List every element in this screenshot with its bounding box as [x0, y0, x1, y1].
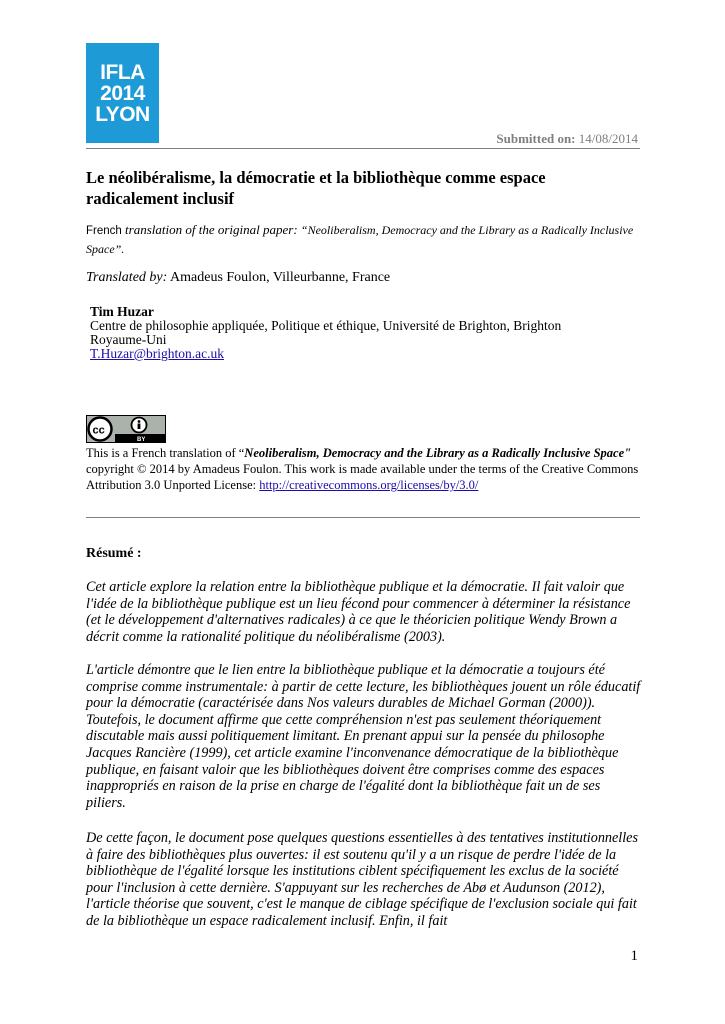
license-middle: copyright © 2014 by Amadeus Foulon. This work is made available under the terms of the Creative Commons Attribution 3.0 Unported License: [86, 462, 639, 492]
license-prefix: This is a French translation of “ [86, 446, 245, 460]
header-divider [86, 148, 640, 149]
license-text [86, 445, 641, 493]
svg-text:BY: BY [137, 437, 146, 442]
translator-label: Translated by: [86, 270, 168, 285]
section-divider [86, 517, 640, 518]
license-title: Neoliberalism, Democracy and the Library as a Radically Inclusive Space" [244, 446, 632, 460]
author-email-link[interactable]: T.Huzar@brighton.ac.uk [90, 346, 225, 361]
ifla-logo [86, 43, 159, 143]
logo-line-3: LYON [95, 102, 150, 126]
abstract-paragraph-1: Cet article explore la relation entre la bibliothèque publique et la démocratie. Il fait valoir que l'idée de la bibliothèque publique est un lieu fécond pour commencer à déterminer la résistance (et le développement d'alternatives radicales) à ce que le théoricien politique Wendy Brown a décrit comme la rationalité politique du néolibéralisme (2003). [86, 579, 631, 645]
license-link[interactable]: http://creativecommons.org/licenses/by/3.0/ [259, 478, 479, 492]
author-affiliation: Centre de philosophie appliquée, Politique et éthique, Université de Brighton, Brighton [90, 318, 562, 333]
translator-line [86, 270, 390, 286]
translator-value: Amadeus Foulon, Villeurbanne, France [170, 270, 391, 285]
submitted-value: 14/08/2014 [578, 131, 638, 146]
submitted-date [496, 131, 638, 147]
submitted-label: Submitted on: [496, 131, 576, 146]
translation-language: French [86, 225, 122, 237]
logo-line-2: 2014 [100, 81, 145, 105]
translation-text: translation of the original paper: [125, 222, 298, 237]
translation-note [86, 221, 640, 258]
original-title: “Neoliberalism, Democracy and the Library as a Radically Inclusive Space”. [86, 223, 634, 256]
paper-title: Le néolibéralisme, la démocratie et la bibliothèque comme espace radicalement inclusif [86, 168, 546, 208]
abstract-paragraph-2: L'article démontre que le lien entre la bibliothèque publique et la démocratie a toujours été comprise comme instrumentale: à partir de cette lecture, les bibliothèques jouent un rôle éducatif pour la démocratie (caractérisée dans Nos valeurs durables de Michael Gorman (2000)). Toutefois, le document affirme que cette compréhension n'est pas seulement théoriquement discutable mais aussi politiquement limitant. En prenant appui sur la pensée du philosophe Jacques Rancière (1999), cet article examine l'inconvenance démocratique de la bibliothèque publique, en faisant valoir que les bibliothèques doivent être comprises comme des espaces inappropriés en raison de la prise en charge de l'égalité dont la bibliothèque fait un de ses piliers. [86, 662, 641, 811]
svg-text:cc: cc [92, 424, 105, 437]
logo-line-1: IFLA [100, 60, 145, 84]
author-name: Tim Huzar [90, 304, 154, 319]
page-number: 1 [630, 948, 638, 964]
abstract-heading: Résumé : [86, 546, 142, 561]
author-block [90, 305, 630, 361]
cc-by-icon [86, 415, 166, 443]
abstract-paragraph-3: De cette façon, le document pose quelques questions essentielles à des tentatives institutionnelles à faire des bibliothèques plus ouvertes: il est soutenu qu'il y a un risque de perdre l'idée de la bibliothèque de l'égalité lorsque les institutions ciblent spécifiquement les exclus de la société pour l'inclusion à cette dernière. S'appuyant sur les recherches de Abø et Audunson (2012), l'article théorise que souvent, c'est le manque de ciblage spécifique de l'exclusion sociale qui fait de la bibliothèque un espace radicalement inclusif. Enfin, il fait [86, 830, 639, 929]
author-country: Royaume-Uni [90, 332, 167, 347]
